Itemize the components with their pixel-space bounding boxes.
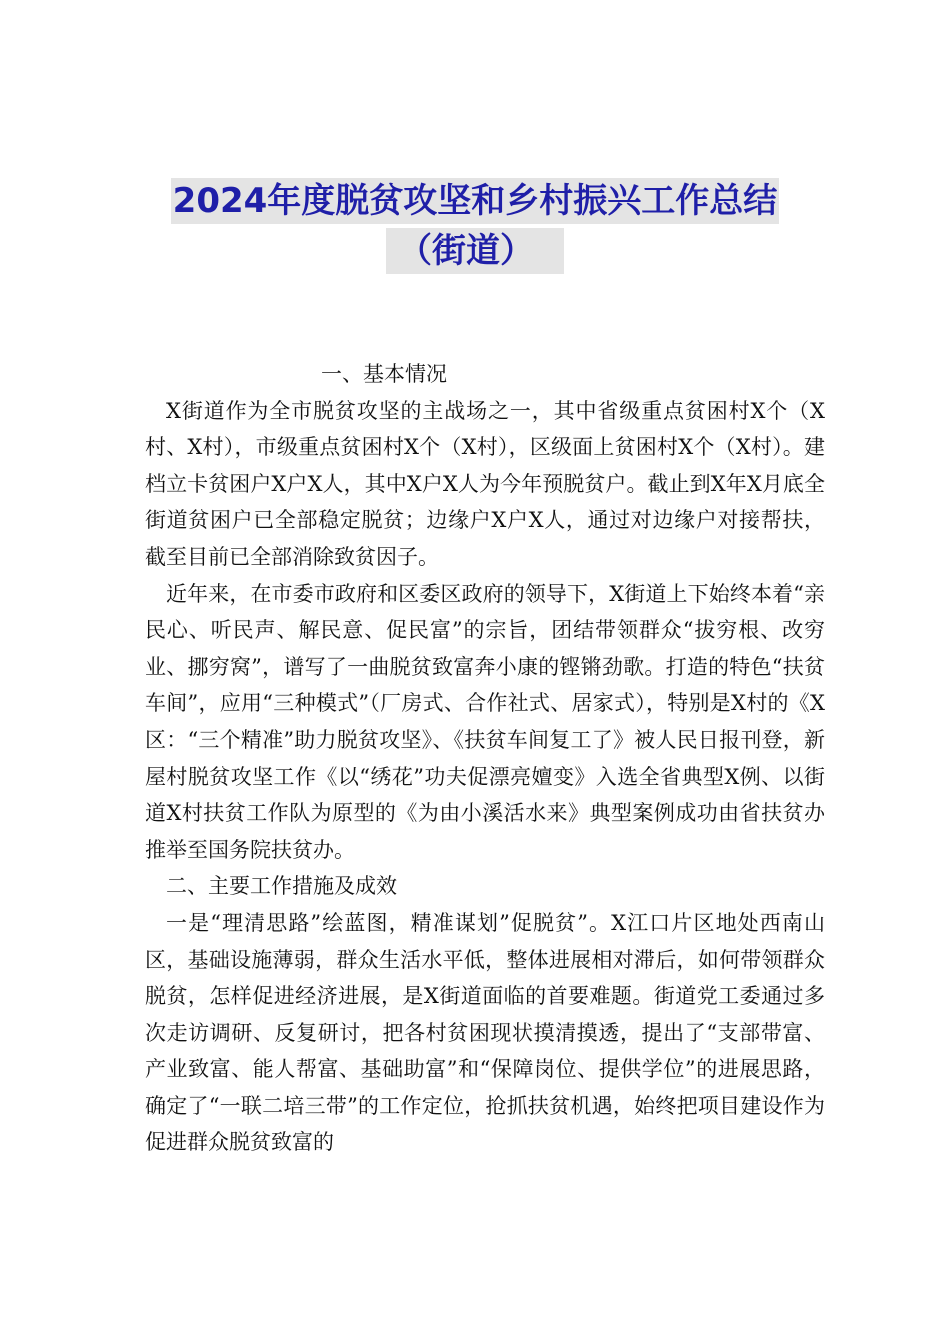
paragraph: 近年来，在市委市政府和区委区政府的领导下，X街道上下始终本着“亲民心、听民声、解民意、促民富”的宗旨，团结带领群众“拔穷根、改穷业、挪穷窝”，谱写了一曲脱贫致富奔小康的铿锵劲歌。打造的特色“扶贫车间”，应用“三种模式”（厂房式、合作社式、居家式），特别是X村的《X区：“三个精准”助力脱贫攻坚》、《扶贫车间复工了》被人民日报刊登，新屋村脱贫攻坚工作《以“绣花”功夫促漂亮嬗变》入选全省典型X例、以街道X村扶贫工作队为原型的《为由小溪活水来》典型案例成功由省扶贫办推举至国务院扶贫办。	[145, 581, 825, 862]
document-title	[0, 178, 950, 274]
title-line-2: （街道）	[386, 228, 564, 274]
paragraph: X街道作为全市脱贫攻坚的主战场之一，其中省级重点贫困村X个（X村、X村），市级重点贫困村X个（X村），区级面上贫困村X个（X村）。建档立卡贫困户X户X人，其中X户X人为今年预脱贫户。截止到X年X月底全街道贫困户已全部稳定脱贫；边缘户X户X人，通过对边缘户对接帮扶，截至目前已全部消除致贫因子。	[145, 398, 825, 569]
title-line-1: 2024年度脱贫攻坚和乡村振兴工作总结	[171, 178, 780, 224]
section-heading-basic: 一、基本情况	[321, 362, 447, 386]
paragraph: 一是“理清思路”绘蓝图，精准谋划”促脱贫”。X江口片区地处西南山区，基础设施薄弱，群众生活水平低，整体进展相对滞后，如何带领群众脱贫，怎样促进经济进展，是X街道面临的首要难题。街道党工委通过多次走访调研、反复研讨，把各村贫困现状摸清摸透，提出了“支部带富、产业致富、能人帮富、基础助富”和“保障岗位、提供学位”的进展思路，确定了“一联二培三带”的工作定位，抢抓扶贫机遇，始终把项目建设作为促进群众脱贫致富的	[145, 910, 825, 1155]
document-body	[145, 356, 825, 1161]
section-heading-measures: 二、主要工作措施及成效	[166, 874, 397, 899]
